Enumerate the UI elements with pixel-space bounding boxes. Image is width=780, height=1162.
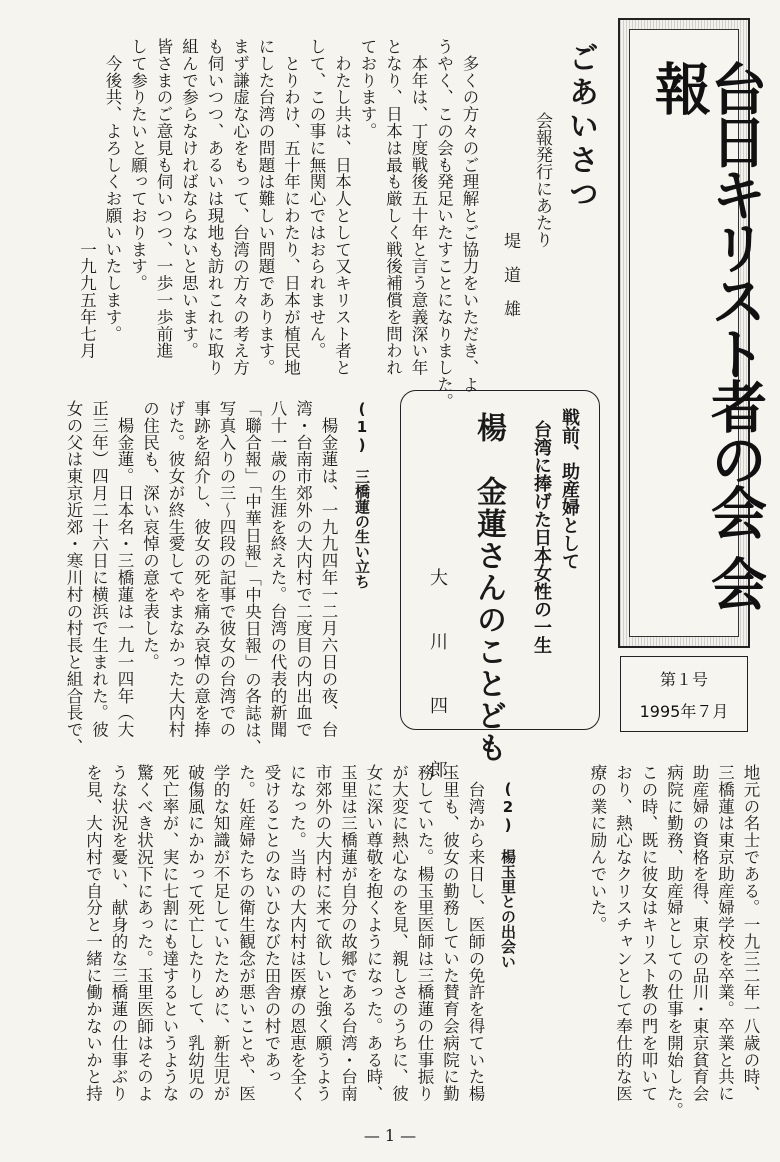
newsletter-title-text: 台日キリスト者の会 bbox=[702, 60, 767, 537]
section2-line: 玉里は三橋蓮が自分の故郷である台湾・台南 bbox=[338, 764, 358, 1102]
section1-line: 女の父は東京近郊・寒川村の村長と組合長で、 bbox=[64, 400, 83, 755]
section1-line: 湾・台南市郊外の大内村で二度目の内出血で bbox=[293, 400, 313, 738]
continuation-line: 地元の名士である。一九三二年一八歳の時、 bbox=[741, 764, 760, 1102]
section2-line: 市郊外の大内村に来て欲しいと強く願うよう bbox=[313, 764, 332, 1102]
greeting-line: も伺いつつ、あるいは現地も訪れこれに取り bbox=[205, 38, 224, 376]
greeting-line: 多くの方々のご理解とご協力をいただき、よ bbox=[460, 38, 479, 393]
section1-line: 楊金蓮は、一九九四年一二月六日の夜、台 bbox=[319, 400, 338, 738]
article-kicker: 戦前、助産婦として bbox=[559, 408, 580, 570]
greeting-line: 本年は、丁度戦後五十年と言う意義深い年 bbox=[409, 38, 428, 376]
greeting-line: して参りたいと願っております。 bbox=[128, 38, 148, 292]
section1-line: 正三年）四月二十六日に横浜で生まれた。彼 bbox=[89, 400, 109, 738]
section2-line: うな状況を憂い、献身的な三橋蓮の仕事ぶり bbox=[109, 764, 128, 1102]
greeting-line: まず謙虚な心をもって、台湾の方々の考え方 bbox=[230, 38, 250, 376]
continuation-line: おり、熱心なクリスチャンとして奉仕的な医 bbox=[613, 764, 633, 1102]
greeting-subheading: 会報発行にあたり bbox=[532, 112, 552, 248]
greeting-body bbox=[78, 38, 477, 410]
greeting-heading: ごあいさつ bbox=[563, 42, 598, 212]
article-kicker-2: 台湾に捧げた日本女性の一生 bbox=[531, 420, 552, 654]
section1-heading: (1) 三橋蓮の生い立ち bbox=[353, 400, 371, 589]
greeting-line: 今後共、よろしくお願いいたします。 bbox=[103, 38, 122, 343]
section1-line: げた。彼女が終生愛してやまなかった大内村 bbox=[166, 400, 185, 738]
greeting-line: 組んで参らなければならないと思います。 bbox=[179, 38, 199, 360]
issue-box bbox=[620, 656, 748, 732]
masthead-inner bbox=[629, 29, 767, 637]
continuation-line: 病院に勤務、助産婦としての仕事を開始した。 bbox=[664, 764, 684, 1119]
article-title: 楊 金蓮さんのことども bbox=[471, 412, 506, 764]
section1-body bbox=[65, 400, 337, 755]
greeting-line: 皆さまのご意見も伺いつつ、一歩一歩前進 bbox=[154, 38, 173, 360]
newsletter-title bbox=[646, 60, 767, 636]
page-number: — 1 — bbox=[363, 1126, 417, 1145]
section1-line: 「聯合報」「中華日報」「中央日報」の各誌は、 bbox=[242, 400, 262, 756]
section1-line: 八十一歳の生涯を終えた。台湾の代表的新聞 bbox=[268, 400, 287, 738]
article-author: 大 川 四 郎 bbox=[427, 568, 448, 792]
section2-line: 驚くべき状況下にあった。玉里医師はそのよ bbox=[134, 764, 154, 1102]
masthead-frame bbox=[618, 18, 767, 648]
section2-line: 受けることのないひなびた田舎の村であっ bbox=[262, 764, 281, 1086]
section2-line: を見、大内村で自分と一緒に働かないかと持 bbox=[83, 764, 103, 1102]
section2-line: になった。当時の大内村は医療の恩恵を全く bbox=[287, 764, 307, 1102]
issue-date: 1995年７月 bbox=[639, 702, 729, 721]
section1-line: 事跡を紹介し、彼女の死を痛み哀悼の意を捧 bbox=[191, 400, 211, 738]
section1-line: 写真入りの三〜四段の記事で彼女の台湾での bbox=[217, 400, 236, 738]
section2-line: 玉里も、彼女の勤務していた賛育会病院に勤 bbox=[440, 764, 460, 1102]
section1-line: 楊金蓮。日本名・三橋蓮は一九一四年（大 bbox=[115, 400, 134, 738]
continuation-line: 療の業に励んでいた。 bbox=[588, 764, 607, 933]
issue-number: 第１号 bbox=[659, 670, 708, 689]
section2-body bbox=[84, 764, 483, 1102]
section2-line: 女に深い尊敬を抱くようになった。ある時、 bbox=[364, 764, 383, 1102]
section1-line: の住民も、深い哀悼の意を表した。 bbox=[140, 400, 160, 671]
section2-line: 務していた。楊玉里医師は三橋蓮の仕事振り bbox=[415, 764, 434, 1102]
section2-line: 学的な知識が不足していたために、新生児が bbox=[211, 764, 230, 1102]
continuation-line: 三橋蓮は東京助産婦学校を卒業。卒業と共に bbox=[715, 764, 735, 1102]
newsletter-subtitle: 会報 bbox=[646, 60, 767, 608]
article-continuation bbox=[589, 764, 759, 1119]
greeting-line: 一九九五年七月 bbox=[77, 38, 97, 360]
section2-heading: (2) 楊玉里との出会い bbox=[499, 780, 517, 969]
section2-line: た。妊産婦たちの衛生観念が悪いことや、医 bbox=[236, 764, 256, 1102]
greeting-author: 堤 道 雄 bbox=[500, 232, 520, 317]
greeting-line: にした台湾の問題は難しい問題であります。 bbox=[256, 38, 275, 376]
section2-line: が大変に熱心なのを見、親しさのうちに、彼 bbox=[389, 764, 409, 1102]
continuation-line: 助産婦の資格を得、東京の品川・東京貧育会 bbox=[690, 764, 709, 1102]
greeting-line: となり、日本は最も厳しく戦後補償を問われ bbox=[383, 38, 403, 376]
continuation-line: この時、既に彼女はキリスト教の門を叩いて bbox=[639, 764, 658, 1102]
section2-line: 死亡率が、実に七割にも達するというような bbox=[160, 764, 179, 1102]
greeting-line: うやく、この会も発足いたすことになりました。 bbox=[434, 38, 454, 410]
section2-line: 台湾から来日し、医師の免許を得ていた楊 bbox=[466, 764, 485, 1102]
greeting-line: して、この事に無関心ではおられません。 bbox=[307, 38, 326, 360]
greeting-line: ております。 bbox=[358, 38, 377, 140]
section2-line: 破傷風にかかって死亡したりして、乳幼児の bbox=[185, 764, 205, 1102]
greeting-line: とりわけ、五十年にわたり、日本が植民地 bbox=[281, 38, 301, 376]
greeting-line: わたし共は、日本人として又キリスト者と bbox=[332, 38, 352, 376]
